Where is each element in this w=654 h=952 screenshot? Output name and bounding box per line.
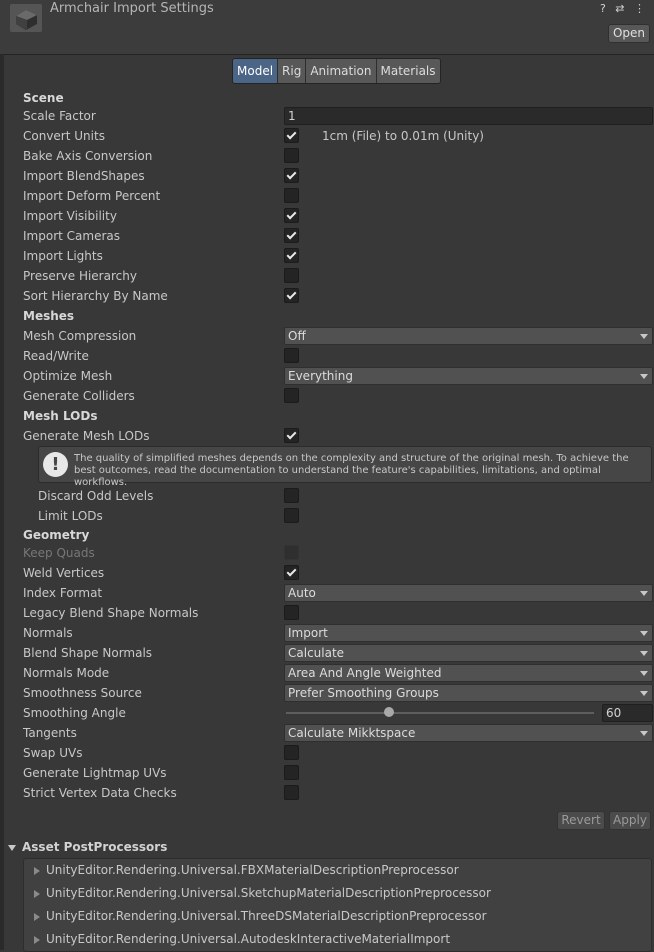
dropdown-value: Off [288,329,306,343]
import-deform-row [0,186,654,206]
field-label: Discard Odd Levels [38,489,154,503]
swap-uvs-row [0,743,654,763]
legacy-blend-checkbox[interactable] [284,605,299,620]
preserve-hierarchy-checkbox[interactable] [284,268,299,283]
bake-axis-row [0,146,654,166]
dropdown-value: Calculate [288,646,345,660]
field-label: Read/Write [23,349,89,363]
weld-vertices-checkbox[interactable] [284,565,299,580]
generate-colliders-row [0,386,654,406]
discard-odd-levels-checkbox[interactable] [284,488,299,503]
smoothing-angle-field[interactable]: 60 [602,704,653,722]
chevron-down-icon [640,334,648,339]
preserve-hierarchy-row [0,266,654,286]
field-label: Swap UVs [23,746,83,760]
list-item-label: UnityEditor.Rendering.Universal.FBXMaterialDescriptionPreprocessor [46,863,459,877]
import-blendshapes-row [0,166,654,186]
sort-hierarchy-checkbox[interactable] [284,288,299,303]
smoothness-source-row [0,683,654,703]
chevron-down-icon [640,651,648,656]
field-label: Import Lights [23,249,103,263]
scale-factor-row [0,106,654,126]
expand-arrow-icon [34,867,40,875]
armchair-icon [10,4,42,32]
field-label: Legacy Blend Shape Normals [23,606,199,620]
expand-arrow-icon [34,913,40,921]
optimize-mesh-row [0,366,654,386]
normals-dropdown[interactable] [284,624,653,642]
importer-tabs [232,58,441,84]
tab-model[interactable]: Model [233,59,277,83]
field-label: Bake Axis Conversion [23,149,153,163]
discard-odd-levels-row [0,486,654,506]
index-format-row [0,583,654,603]
field-label: Import Visibility [23,209,117,223]
limit-lods-row [0,506,654,526]
limit-lods-checkbox[interactable] [284,508,299,523]
field-label: Generate Lightmap UVs [23,766,167,780]
chevron-down-icon [640,671,648,676]
smoothing-angle-slider-thumb[interactable] [384,707,394,717]
field-label: Import Cameras [23,229,120,243]
blend-shape-normals-row [0,643,654,663]
header-icons [600,2,648,15]
revert-button[interactable]: Revert [557,811,605,830]
postprocessors-list [23,858,652,952]
generate-mesh-lods-row [0,426,654,446]
foldout-arrow-icon [8,845,16,851]
more-icon[interactable]: ⋮ [634,2,648,15]
field-label: Normals Mode [23,666,110,680]
import-visibility-checkbox[interactable] [284,208,299,223]
field-label: Smoothing Angle [23,706,126,720]
keep-quads-row [0,543,654,563]
import-visibility-row [0,206,654,226]
field-label: Blend Shape Normals [23,646,153,660]
lightmap-uvs-row [0,763,654,783]
field-label: Weld Vertices [23,566,105,580]
tab-rig[interactable]: Rig [277,59,305,83]
field-label: Limit LODs [38,509,103,523]
import-cameras-row [0,226,654,246]
convert-units-row [0,126,654,146]
help-message: The quality of simplified meshes depends on the complexity and structure of the original mesh. To achieve the best outcomes, read the documentation to understand the feature's capabilities, limitations, and optimal workflows. [74,453,629,488]
normals-mode-row [0,663,654,683]
meshes-section [0,306,654,326]
sort-hierarchy-row [0,286,654,306]
scene-section [0,88,654,108]
smoothing-angle-slider-track[interactable] [286,712,594,714]
dropdown-value: Everything [288,369,353,383]
field-label: Convert Units [23,129,105,143]
strict-vertex-row [0,783,654,803]
bake-axis-checkbox[interactable] [284,148,299,163]
blend-shape-normals-dropdown[interactable] [284,644,653,662]
field-label: Sort Hierarchy By Name [23,289,168,303]
section-title: Mesh LODs [23,409,98,423]
field-label: Import Deform Percent [23,189,161,203]
field-label: Index Format [23,586,103,600]
chevron-down-icon [640,691,648,696]
info-icon: ! [43,452,68,477]
dropdown-value: Import [288,626,328,640]
field-label: Normals [23,626,73,640]
field-label: Optimize Mesh [23,369,113,383]
lightmap-uvs-checkbox[interactable] [284,765,299,780]
normals-row [0,623,654,643]
index-format-dropdown[interactable] [284,584,653,602]
geometry-section [0,525,654,545]
apply-button[interactable]: Apply [609,811,651,830]
field-label: Smoothness Source [23,686,142,700]
list-item[interactable] [34,886,491,906]
chevron-down-icon [640,591,648,596]
convert-units-checkbox[interactable] [284,128,299,143]
list-item-label: UnityEditor.Rendering.Universal.SketchupMaterialDescriptionPreprocessor [46,886,491,900]
weld-vertices-row [0,563,654,583]
normals-mode-dropdown[interactable] [284,664,653,682]
mesh-compression-row [0,326,654,346]
list-item-label: UnityEditor.Rendering.Universal.AutodeskInteractiveMaterialImport [46,932,451,946]
section-title: Meshes [23,309,75,323]
list-item[interactable] [34,909,487,929]
import-cameras-checkbox[interactable] [284,228,299,243]
section-title: Scene [23,91,64,105]
optimize-mesh-dropdown[interactable] [284,367,653,385]
convert-units-note: 1cm (File) to 0.01m (Unity) [322,129,484,143]
generate-colliders-checkbox[interactable] [284,388,299,403]
preset-icon[interactable]: ⇄ [615,2,628,15]
dropdown-value: Calculate Mikktspace [288,726,416,740]
expand-arrow-icon [34,936,40,944]
open-button[interactable]: Open [608,24,650,43]
mesh-compression-dropdown[interactable] [284,327,653,345]
tangents-dropdown[interactable] [284,724,653,742]
tab-animation[interactable]: Animation [305,59,375,83]
field-label: Import BlendShapes [23,169,145,183]
field-label: Strict Vertex Data Checks [23,786,177,800]
field-label: Mesh Compression [23,329,137,343]
keep-quads-checkbox [284,545,299,560]
import-deform-checkbox[interactable] [284,188,299,203]
help-icon[interactable]: ? [599,2,609,15]
strict-vertex-checkbox[interactable] [284,785,299,800]
import-blendshapes-checkbox[interactable] [284,168,299,183]
postprocessors-foldout[interactable] [8,840,167,854]
field-label: Generate Colliders [23,389,135,403]
smoothness-source-dropdown[interactable] [284,684,653,702]
dropdown-value: Auto [288,586,316,600]
mesh-lods-section [0,406,654,426]
inspector-header [0,0,654,55]
read-write-row [0,346,654,366]
field-label: Generate Mesh LODs [23,429,150,443]
read-write-checkbox[interactable] [284,348,299,363]
generate-mesh-lods-checkbox[interactable] [284,428,299,443]
field-label: Keep Quads [23,546,95,560]
smoothing-angle-row [0,703,654,723]
field-label: Preserve Hierarchy [23,269,137,283]
list-item[interactable] [34,932,450,952]
chevron-down-icon [640,731,648,736]
list-item[interactable] [34,863,459,883]
legacy-blend-row [0,603,654,623]
expand-arrow-icon [34,890,40,898]
chevron-down-icon [640,631,648,636]
tab-materials[interactable]: Materials [376,59,440,83]
swap-uvs-checkbox[interactable] [284,745,299,760]
chevron-down-icon [640,374,648,379]
foldout-title: Asset PostProcessors [22,840,168,854]
dropdown-value: Area And Angle Weighted [288,666,442,680]
field-label: Scale Factor [23,109,96,123]
scale-factor-field[interactable]: 1 [284,107,653,125]
tangents-row [0,723,654,743]
inspector-title: Armchair Import Settings [50,1,214,16]
dropdown-value: Prefer Smoothing Groups [288,686,439,700]
import-lights-row [0,246,654,266]
list-item-label: UnityEditor.Rendering.Universal.ThreeDSMaterialDescriptionPreprocessor [46,909,487,923]
import-lights-checkbox[interactable] [284,248,299,263]
field-label: Tangents [23,726,77,740]
mesh-lods-help-box [38,446,652,488]
section-title: Geometry [23,528,90,542]
